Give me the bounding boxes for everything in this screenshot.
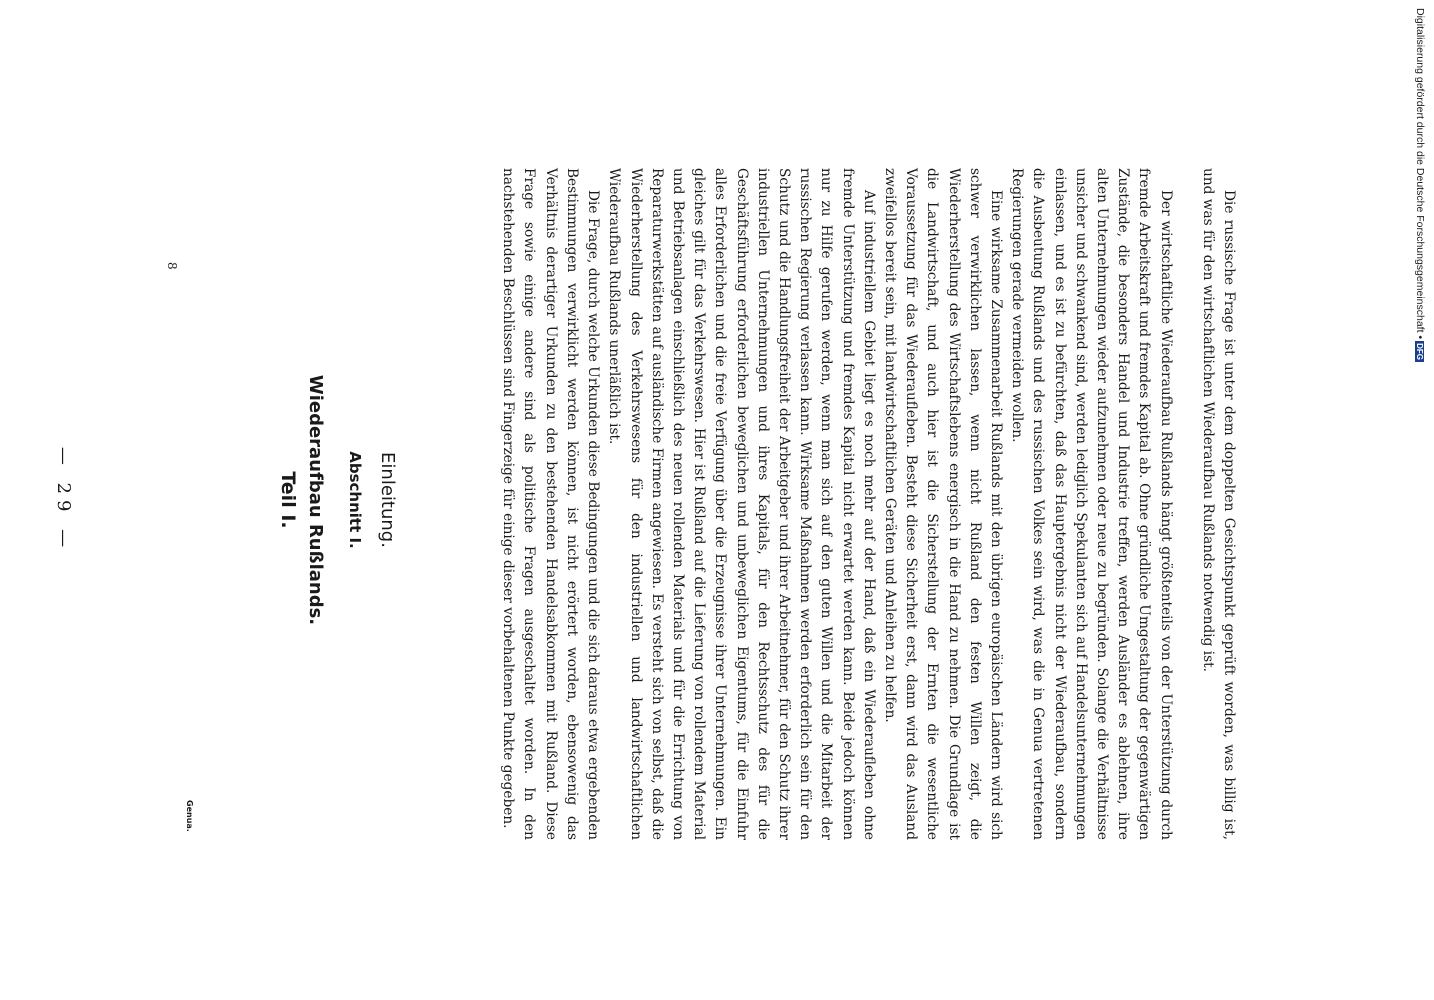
part-title: Teil I. [277,471,299,529]
paragraph: Der wirtschaftliche Wiederaufbau Rußlands hängt größtenteils von der Unterstützung durch fremde Arbeitskraft und fremdes Kapital ab. Ohne gründliche Umgestaltung der gegenwärtigen Zustände, die besonders Handel und Industrie treffen, werden Ausländer es ablehnen, ihre alten Unternehmungen wieder aufzunehmen oder neue zu begründen. Solange die Verhältnisse unsicher und schwankend sind, werden lediglich Spekulanten sich auf Handelsunternehmungen einlassen, und es ist zu befürchten, daß das Hauptergebnis nicht der Wiederaufbau, sondern die Ausbeutung Rußlands und des russischen Volkes sein wird, was die in Genua vertretenen Regierungen gerade vermeiden wollen. [1009,168,1174,840]
page-number: — 29 — [53,446,74,554]
footer-number: 8 [165,262,179,270]
credit-text: Digitalisierung gefördert durch die Deutsche Forschungsgemeinschaft • [1414,8,1426,340]
paragraph: Die russische Frage ist unter dem doppelten Gesichtspunkt geprüft worden, was billig ist, und was für den wirtschaftlichen Wiederaufbau Rußlands notwendig ist. [1199,168,1237,840]
section-subtitle: Einleitung. [377,452,398,548]
section-title: Abschnitt I. [346,451,364,549]
digitization-credit [1414,8,1426,362]
dfg-logo: DFG [1415,343,1425,360]
body-text [497,168,1239,840]
paragraph: Die Frage, durch welche Urkunden diese Bedingungen und die sich daraus etwa ergebenden Bestimmungen verwirklicht werden können, ist nicht erörtert worden, ebensowenig das Verhältnis derartiger Urkunden zu den bestehenden Handelsabkommen mit Rußland. Diese Frage sowie einige andere sind als politische Fragen ausgeschaltet worden. In den nachstehenden Beschlüssen sind Fingerzeige für einige dieser vorbehaltenen Punkte gegeben. [500,168,602,840]
paragraph: Eine wirksame Zusammenarbeit Rußlands mit den übrigen europäischen Ländern wird sich schwer verwirklichen lassen, wenn nicht Rußland den festen Willen zeigt, die Wiederherstellung des Wirtschaftslebens energisch in die Hand zu nehmen. Die Grundlage ist die Landwirtschaft, und auch hier ist die Sicherstellung der Ernten die wesentliche Voraussetzung für das Wiederaufleben. Besteht diese Sicherheit erst, dann wird das Ausland zweifellos bereit sein, mit landwirtschaftlichen Geräten und Anleihen zu helfen. [881,168,1004,840]
part-subtitle: Wiederaufbau Rußlands. [305,374,326,626]
footer-signature-mark: Genua. [185,800,194,832]
paragraph: Auf industriellem Gebiet liegt es noch mehr auf der Hand, daß ein Wiederaufleben ohne fremde Unterstützung und fremdes Kapital nicht erwartet werden kann. Beide jedoch können nur zu Hilfe gerufen werden, wenn man sich auf den guten Willen und die Mitarbeit der russischen Regierung verlassen kann. Wirksame Maßnahmen werden erforderlich sein für den Schutz und die Handlungsfreiheit der Arbeitgeber und ihrer Arbeitnehmer, für den Schutz ihrer industriellen Unternehmungen und ihres Kapitals, für den Rechtsschutz des für die Geschäftsführung erforderlichen beweglichen und unbeweglichen Eigentums, für die Einfuhr alles Erforderlichen und die freie Verfügung über die Erzeugnisse ihrer Unternehmungen. Ein gleiches gilt für das Verkehrswesen. Hier ist Rußland auf die Lieferung von rollendem Material und Betriebsanlagen einschließlich des neuen rollenden Materials und für die Errichtung von Reparaturwerkstätten auf ausländische Firmen angewiesen. Es versteht sich von selbst, daß die Wiederherstellung des Verkehrswesens für den industriellen und landwirtschaftlichen Wiederaufbau Rußlands unerläßlich ist. [606,168,877,840]
